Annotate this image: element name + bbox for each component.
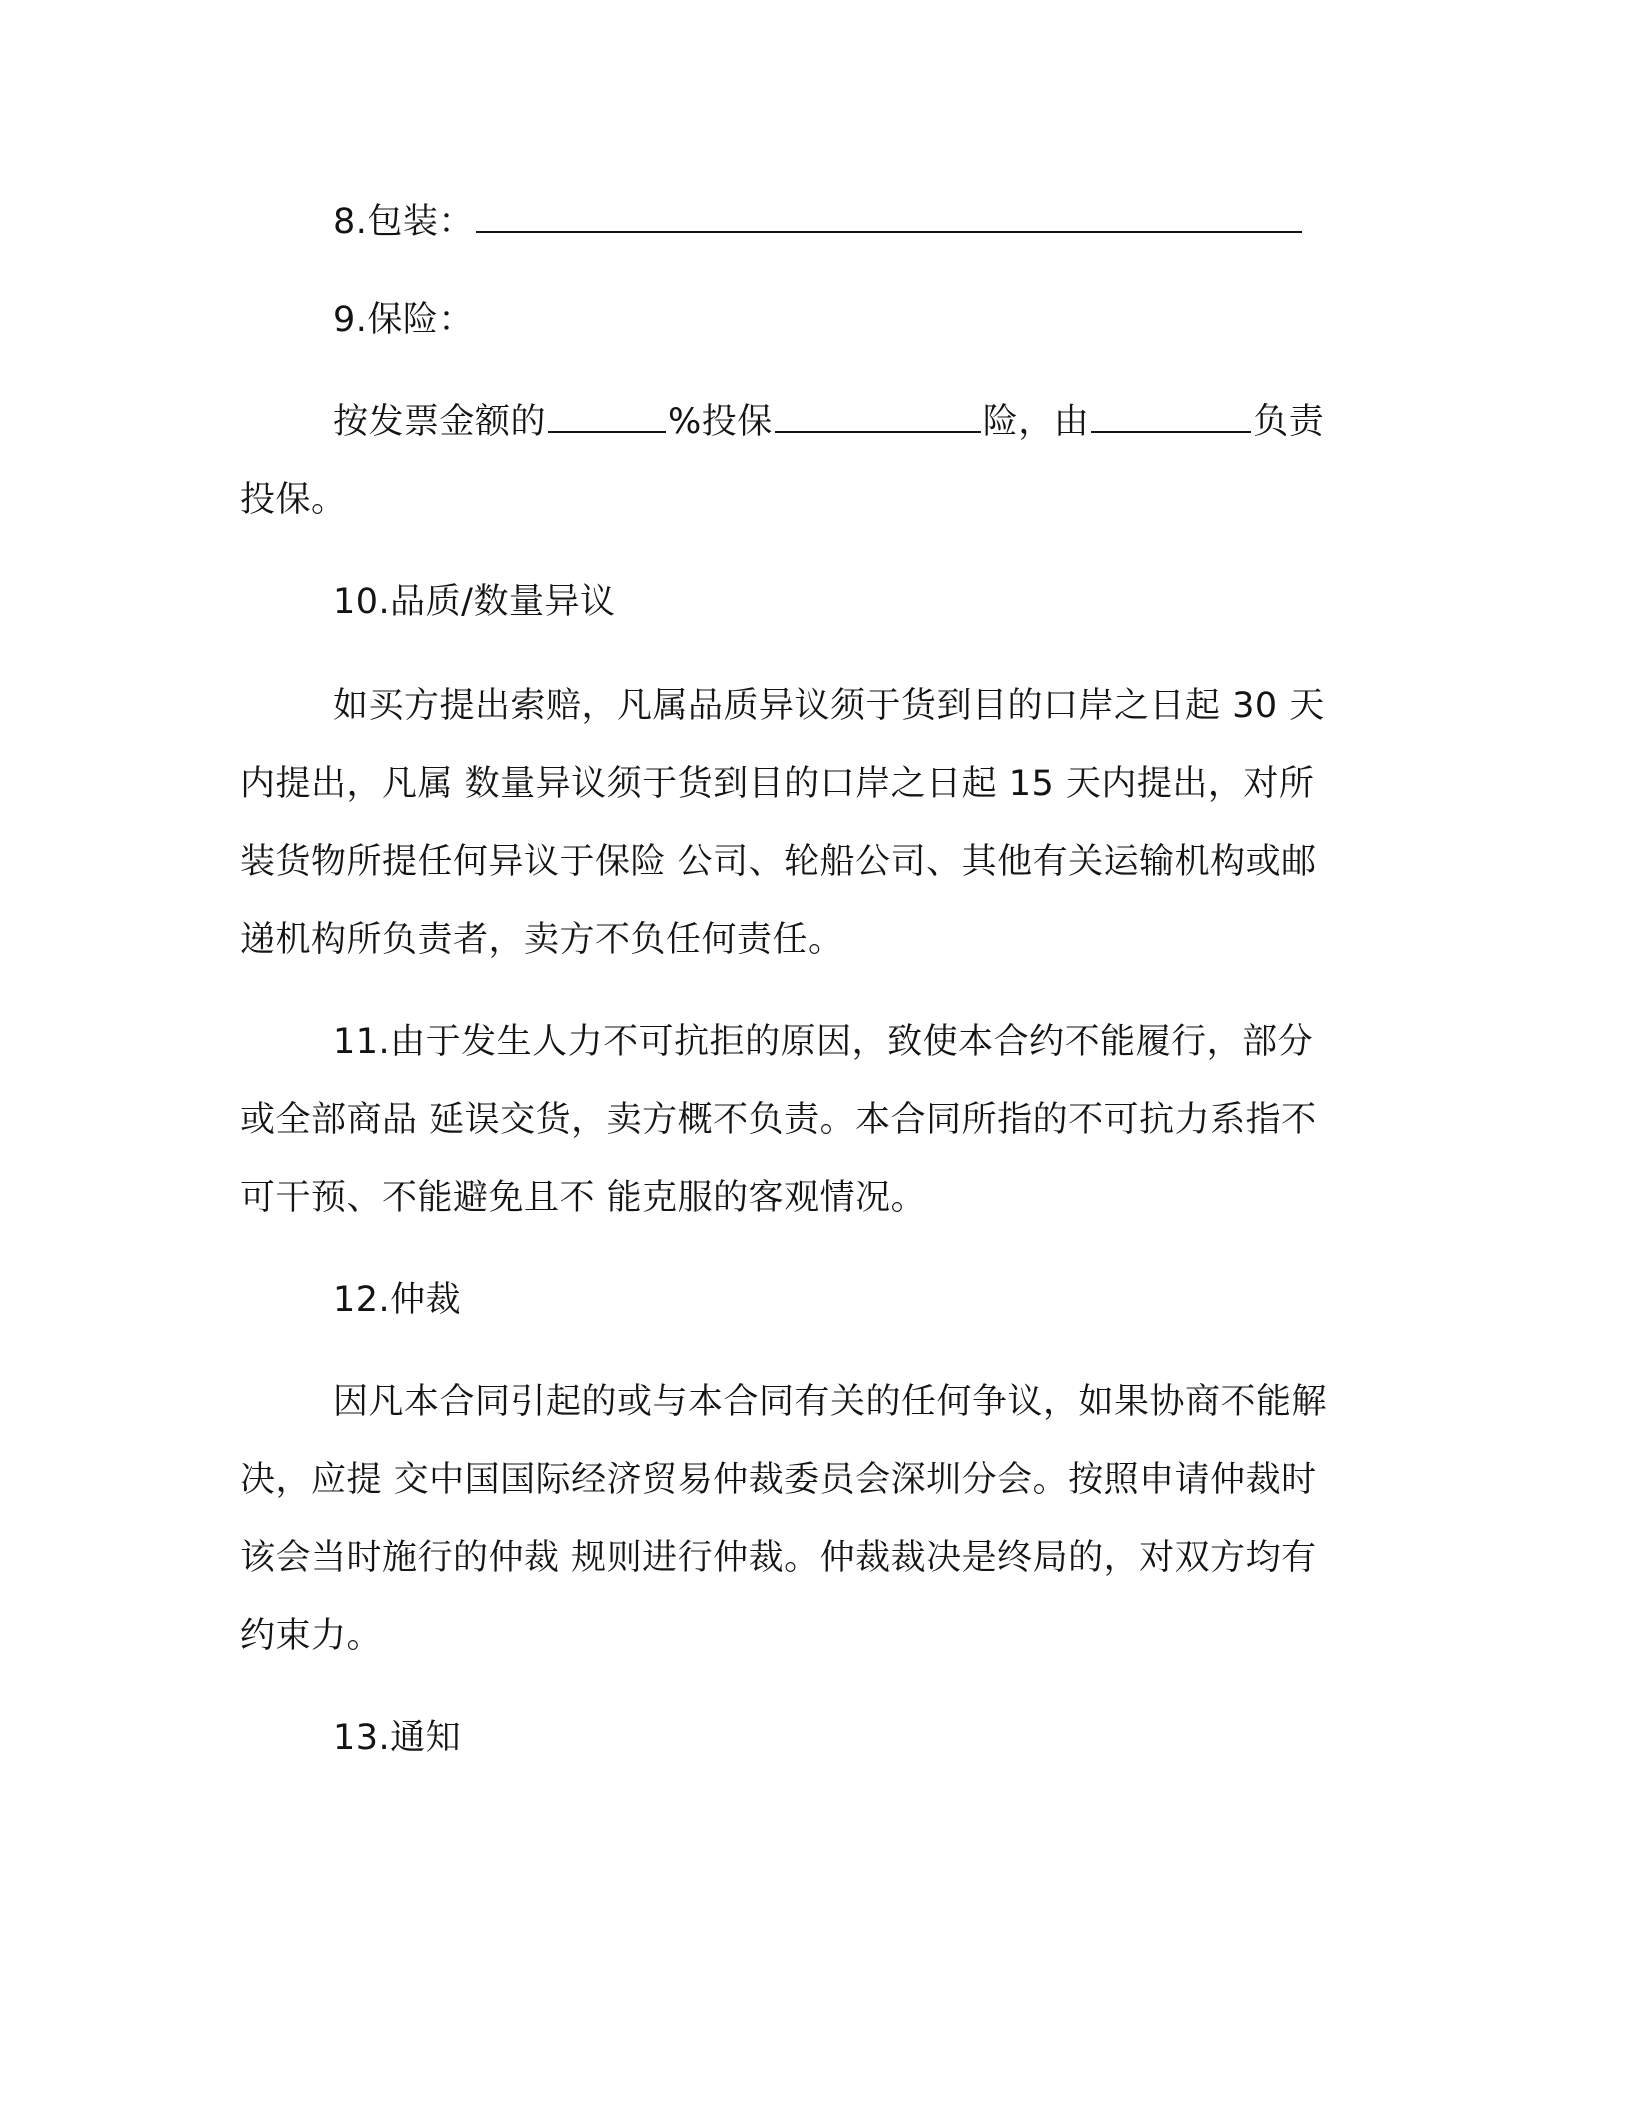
insurance-type-blank <box>775 401 981 433</box>
quality-heading: 10.品质/数量异议 <box>333 582 616 622</box>
insurance-line-2: 投保。 <box>240 480 347 520</box>
notice-heading: 13.通知 <box>333 1718 462 1758</box>
force-majeure-line-2: 或全部商品 延误交货，卖方概不负责。本合同所指的不可抗力系指不 <box>240 1100 1317 1140</box>
quality-line-2: 内提出，凡属 数量异议须于货到目的口岸之日起 15 天内提出，对所 <box>240 764 1315 804</box>
arbitration-line-2: 决，应提 交中国国际经济贸易仲裁委员会深圳分会。按照申请仲裁时 <box>240 1460 1317 1500</box>
insurance-text-3: 险，由 <box>982 402 1090 442</box>
quality-line-4: 递机构所负责者，卖方不负任何责任。 <box>240 920 844 960</box>
arbitration-heading: 12.仲裁 <box>333 1280 462 1320</box>
quality-line-1: 如买方提出索赔，凡属品质异议须于货到目的口岸之日起 30 天 <box>333 686 1325 726</box>
force-majeure-line-1: 11.由于发生人力不可抗拒的原因，致使本合约不能履行，部分 <box>333 1022 1314 1062</box>
insurance-heading: 9.保险： <box>333 300 474 340</box>
insurance-text-1: 按发票金额的 <box>333 402 547 442</box>
quality-line-3: 装货物所提任何异议于保险 公司、轮船公司、其他有关运输机构或邮 <box>240 842 1317 882</box>
arbitration-line-3: 该会当时施行的仲裁 规则进行仲裁。仲裁裁决是终局的，对双方均有 <box>240 1538 1317 1578</box>
insurance-text-2: %投保 <box>668 402 773 442</box>
insurance-text-4: 负责 <box>1253 402 1325 442</box>
packaging-label: 8.包装： <box>333 202 474 242</box>
arbitration-line-1: 因凡本合同引起的或与本合同有关的任何争议，如果协商不能解 <box>333 1382 1328 1422</box>
arbitration-line-4: 约束力。 <box>240 1616 383 1656</box>
insurance-percent-blank <box>548 401 666 433</box>
packaging-blank <box>476 201 1302 233</box>
insurance-line-1 <box>333 400 1324 444</box>
force-majeure-line-3: 可干预、不能避免且不 能克服的客观情况。 <box>240 1178 927 1218</box>
insurance-party-blank <box>1091 401 1251 433</box>
packaging-line <box>333 200 1304 244</box>
